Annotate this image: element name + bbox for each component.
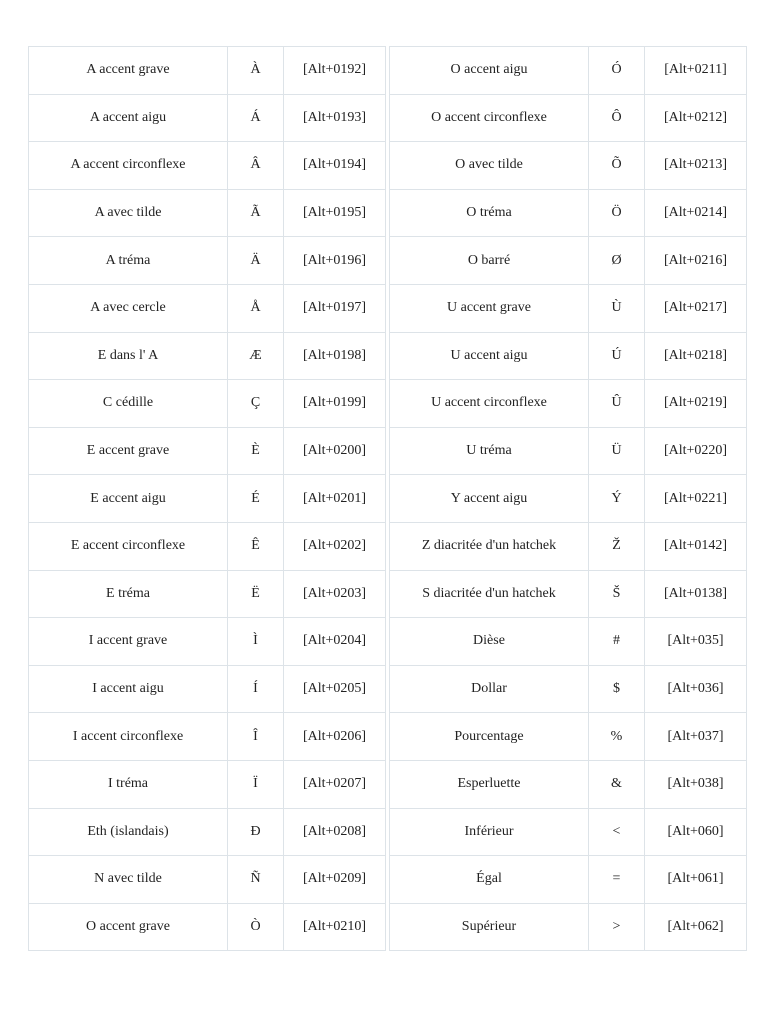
- character-glyph-cell: Û: [589, 380, 645, 428]
- table-row: [29, 808, 386, 856]
- alt-code-cell: [Alt+0201]: [284, 475, 386, 523]
- alt-code-cell: [Alt+0218]: [645, 332, 747, 380]
- table-row: [29, 189, 386, 237]
- right-character-table: [389, 46, 747, 951]
- table-row: [29, 760, 386, 808]
- alt-code-cell: [Alt+0198]: [284, 332, 386, 380]
- character-glyph-cell: Á: [228, 94, 284, 142]
- table-row: [29, 475, 386, 523]
- table-row: [390, 237, 747, 285]
- alt-code-cell: [Alt+0208]: [284, 808, 386, 856]
- character-name-cell: Supérieur: [390, 903, 589, 951]
- alt-code-cell: [Alt+0216]: [645, 237, 747, 285]
- character-name-cell: E accent grave: [29, 427, 228, 475]
- table-row: [29, 570, 386, 618]
- character-glyph-cell: Ò: [228, 903, 284, 951]
- right-table-body: [390, 47, 747, 951]
- table-row: [29, 903, 386, 951]
- alt-code-cell: [Alt+0220]: [645, 427, 747, 475]
- table-row: [390, 570, 747, 618]
- table-row: [29, 332, 386, 380]
- character-glyph-cell: &: [589, 760, 645, 808]
- character-name-cell: I accent grave: [29, 618, 228, 666]
- character-glyph-cell: Ð: [228, 808, 284, 856]
- table-row: [390, 189, 747, 237]
- alt-code-cell: [Alt+0211]: [645, 47, 747, 95]
- character-glyph-cell: Ñ: [228, 856, 284, 904]
- character-glyph-cell: Ì: [228, 618, 284, 666]
- table-row: [390, 142, 747, 190]
- character-glyph-cell: $: [589, 665, 645, 713]
- character-name-cell: C cédille: [29, 380, 228, 428]
- character-glyph-cell: Ç: [228, 380, 284, 428]
- table-row: [29, 522, 386, 570]
- alt-code-cell: [Alt+0203]: [284, 570, 386, 618]
- character-name-cell: U tréma: [390, 427, 589, 475]
- table-row: [29, 380, 386, 428]
- alt-code-cell: [Alt+0200]: [284, 427, 386, 475]
- character-glyph-cell: Ž: [589, 522, 645, 570]
- character-name-cell: U accent circonflexe: [390, 380, 589, 428]
- alt-code-cell: [Alt+038]: [645, 760, 747, 808]
- alt-code-cell: [Alt+035]: [645, 618, 747, 666]
- table-row: [390, 332, 747, 380]
- table-row: [390, 47, 747, 95]
- character-glyph-cell: É: [228, 475, 284, 523]
- table-row: [29, 237, 386, 285]
- character-name-cell: O accent aigu: [390, 47, 589, 95]
- character-name-cell: Dollar: [390, 665, 589, 713]
- character-glyph-cell: Ë: [228, 570, 284, 618]
- table-row: [29, 856, 386, 904]
- character-glyph-cell: Š: [589, 570, 645, 618]
- table-row: [29, 284, 386, 332]
- table-row: [29, 665, 386, 713]
- alt-code-cell: [Alt+0199]: [284, 380, 386, 428]
- alt-code-cell: [Alt+0195]: [284, 189, 386, 237]
- character-name-cell: A accent grave: [29, 47, 228, 95]
- character-name-cell: O tréma: [390, 189, 589, 237]
- character-glyph-cell: Ö: [589, 189, 645, 237]
- character-glyph-cell: Ê: [228, 522, 284, 570]
- table-row: [390, 427, 747, 475]
- character-name-cell: I accent circonflexe: [29, 713, 228, 761]
- alt-code-cell: [Alt+0194]: [284, 142, 386, 190]
- character-code-sheet: [28, 46, 747, 951]
- alt-code-cell: [Alt+0204]: [284, 618, 386, 666]
- character-name-cell: O accent circonflexe: [390, 94, 589, 142]
- character-name-cell: S diacritée d'un hatchek: [390, 570, 589, 618]
- table-row: [390, 760, 747, 808]
- character-name-cell: Esperluette: [390, 760, 589, 808]
- character-name-cell: A tréma: [29, 237, 228, 285]
- character-glyph-cell: À: [228, 47, 284, 95]
- character-name-cell: U accent grave: [390, 284, 589, 332]
- character-glyph-cell: Ù: [589, 284, 645, 332]
- character-name-cell: O avec tilde: [390, 142, 589, 190]
- character-name-cell: I tréma: [29, 760, 228, 808]
- table-row: [29, 427, 386, 475]
- table-row: [390, 522, 747, 570]
- alt-code-cell: [Alt+0205]: [284, 665, 386, 713]
- table-row: [390, 665, 747, 713]
- alt-code-cell: [Alt+0138]: [645, 570, 747, 618]
- character-glyph-cell: Ý: [589, 475, 645, 523]
- character-name-cell: A avec cercle: [29, 284, 228, 332]
- character-name-cell: O accent grave: [29, 903, 228, 951]
- table-row: [390, 618, 747, 666]
- character-name-cell: Dièse: [390, 618, 589, 666]
- character-glyph-cell: Ã: [228, 189, 284, 237]
- character-glyph-cell: %: [589, 713, 645, 761]
- character-glyph-cell: Î: [228, 713, 284, 761]
- character-glyph-cell: Ó: [589, 47, 645, 95]
- alt-code-cell: [Alt+0209]: [284, 856, 386, 904]
- character-glyph-cell: <: [589, 808, 645, 856]
- table-row: [29, 142, 386, 190]
- character-name-cell: I accent aigu: [29, 665, 228, 713]
- character-name-cell: E accent aigu: [29, 475, 228, 523]
- character-glyph-cell: Â: [228, 142, 284, 190]
- character-glyph-cell: Õ: [589, 142, 645, 190]
- alt-code-cell: [Alt+062]: [645, 903, 747, 951]
- character-name-cell: E dans l' A: [29, 332, 228, 380]
- alt-code-cell: [Alt+0197]: [284, 284, 386, 332]
- alt-code-cell: [Alt+0219]: [645, 380, 747, 428]
- character-name-cell: Inférieur: [390, 808, 589, 856]
- alt-code-cell: [Alt+0214]: [645, 189, 747, 237]
- table-row: [29, 47, 386, 95]
- table-row: [29, 94, 386, 142]
- character-glyph-cell: Í: [228, 665, 284, 713]
- table-row: [390, 856, 747, 904]
- character-glyph-cell: Ü: [589, 427, 645, 475]
- table-row: [29, 713, 386, 761]
- character-name-cell: O barré: [390, 237, 589, 285]
- character-glyph-cell: #: [589, 618, 645, 666]
- alt-code-cell: [Alt+0196]: [284, 237, 386, 285]
- table-row: [390, 94, 747, 142]
- character-glyph-cell: Ô: [589, 94, 645, 142]
- alt-code-cell: [Alt+061]: [645, 856, 747, 904]
- table-row: [390, 713, 747, 761]
- character-name-cell: E tréma: [29, 570, 228, 618]
- table-row: [390, 284, 747, 332]
- alt-code-cell: [Alt+0206]: [284, 713, 386, 761]
- table-row: [390, 808, 747, 856]
- alt-code-cell: [Alt+0217]: [645, 284, 747, 332]
- table-row: [29, 618, 386, 666]
- character-glyph-cell: >: [589, 903, 645, 951]
- character-glyph-cell: Ï: [228, 760, 284, 808]
- character-name-cell: A accent circonflexe: [29, 142, 228, 190]
- character-name-cell: A accent aigu: [29, 94, 228, 142]
- character-name-cell: A avec tilde: [29, 189, 228, 237]
- character-glyph-cell: =: [589, 856, 645, 904]
- alt-code-cell: [Alt+0210]: [284, 903, 386, 951]
- character-name-cell: Y accent aigu: [390, 475, 589, 523]
- character-glyph-cell: Å: [228, 284, 284, 332]
- character-name-cell: Eth (islandais): [29, 808, 228, 856]
- table-row: [390, 475, 747, 523]
- alt-code-cell: [Alt+0207]: [284, 760, 386, 808]
- character-name-cell: Z diacritée d'un hatchek: [390, 522, 589, 570]
- character-name-cell: U accent aigu: [390, 332, 589, 380]
- character-glyph-cell: Ä: [228, 237, 284, 285]
- alt-code-cell: [Alt+0202]: [284, 522, 386, 570]
- character-glyph-cell: Ú: [589, 332, 645, 380]
- character-name-cell: E accent circonflexe: [29, 522, 228, 570]
- character-name-cell: Pourcentage: [390, 713, 589, 761]
- character-name-cell: N avec tilde: [29, 856, 228, 904]
- left-table-body: [29, 47, 386, 951]
- table-row: [390, 903, 747, 951]
- character-glyph-cell: È: [228, 427, 284, 475]
- alt-code-cell: [Alt+0221]: [645, 475, 747, 523]
- table-row: [390, 380, 747, 428]
- left-character-table: [28, 46, 386, 951]
- character-name-cell: Égal: [390, 856, 589, 904]
- alt-code-cell: [Alt+060]: [645, 808, 747, 856]
- alt-code-cell: [Alt+0212]: [645, 94, 747, 142]
- character-glyph-cell: Ø: [589, 237, 645, 285]
- alt-code-cell: [Alt+037]: [645, 713, 747, 761]
- alt-code-cell: [Alt+036]: [645, 665, 747, 713]
- alt-code-cell: [Alt+0213]: [645, 142, 747, 190]
- alt-code-cell: [Alt+0193]: [284, 94, 386, 142]
- character-glyph-cell: Æ: [228, 332, 284, 380]
- alt-code-cell: [Alt+0142]: [645, 522, 747, 570]
- alt-code-cell: [Alt+0192]: [284, 47, 386, 95]
